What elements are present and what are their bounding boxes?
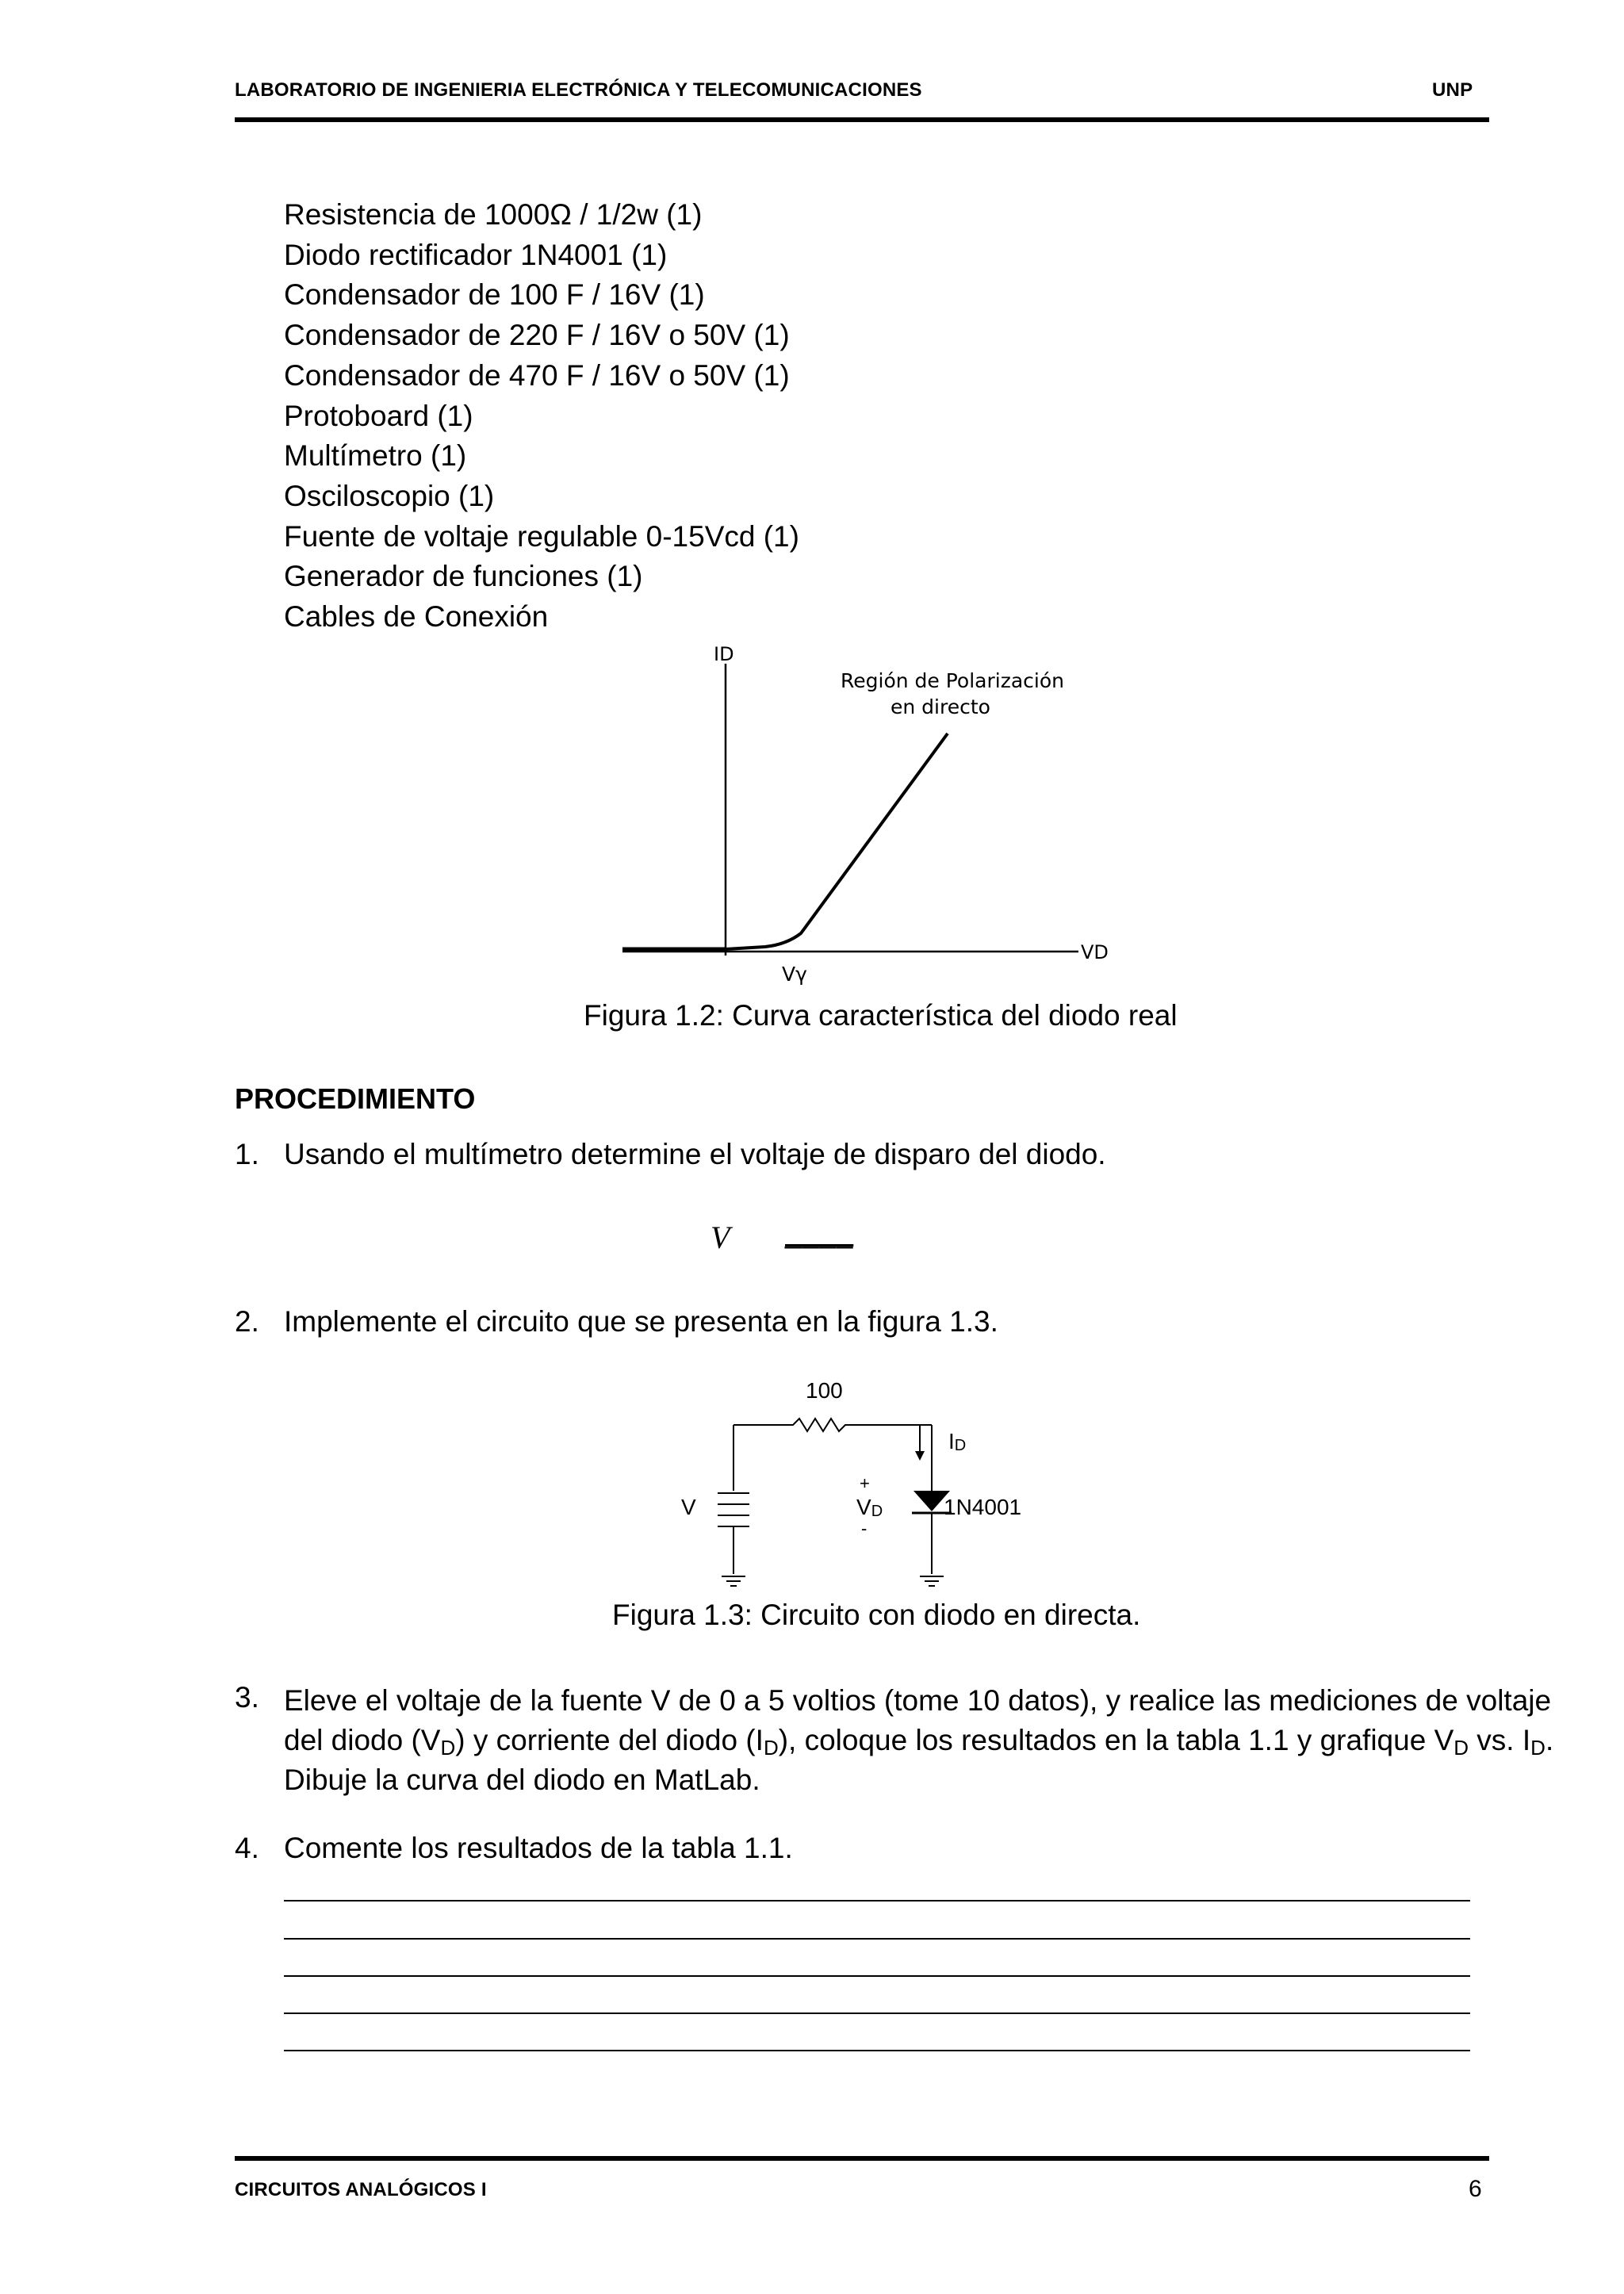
diode-part-label: 1N4001 (944, 1495, 1022, 1519)
material-item: Resistencia de 1000Ω / 1/2w (1) (284, 198, 703, 231)
figure-1-3-caption: Figura 1.3: Circuito con diodo en directa. (612, 1599, 1141, 1631)
step-1-text: Usando el multímetro determine el voltaje de disparo del diodo. (284, 1138, 1106, 1170)
y-axis-label: ID (714, 643, 734, 665)
plus-sign: + (860, 1473, 870, 1493)
diode-voltage-label: VD (856, 1495, 883, 1520)
step-2-text: Implemente el circuito que se presenta en la figura 1.3. (284, 1305, 998, 1338)
answer-line[interactable] (284, 1938, 1470, 1940)
figure-1-2-caption: Figura 1.2: Curva característica del diodo real (584, 999, 1178, 1032)
header-rule (235, 117, 1489, 122)
knee-voltage-label: Vγ (782, 963, 807, 986)
step-3-number: 3. (235, 1681, 259, 1714)
answer-line[interactable] (284, 1975, 1470, 1977)
minus-sign: - (861, 1518, 868, 1538)
material-item: Osciloscopio (1) (284, 479, 495, 512)
material-item: Condensador de 220 F / 16V o 50V (1) (284, 319, 790, 352)
materials-list (284, 195, 799, 638)
page-header-title: LABORATORIO DE INGENIERIA ELECTRÓNICA Y TELECOMUNICACIONES (235, 79, 922, 101)
x-axis-label: VD (1081, 941, 1109, 963)
region-label-line2: en directo (891, 695, 990, 718)
material-item: Multímetro (1) (284, 439, 467, 473)
source-label: V (681, 1495, 696, 1519)
material-item: Diodo rectificador 1N4001 (1) (284, 238, 668, 271)
material-item: Protoboard (1) (284, 399, 473, 432)
blank-line: ____ (785, 1216, 854, 1249)
step-4-text: Comente los resultados de la tabla 1.1. (284, 1832, 793, 1864)
footer-rule (235, 2156, 1489, 2161)
footer-title: CIRCUITOS ANALÓGICOS I (235, 2179, 487, 2200)
answer-line[interactable] (284, 2050, 1470, 2051)
step-2-number: 2. (235, 1305, 259, 1338)
step-4-number: 4. (235, 1832, 259, 1864)
material-item: Fuente de voltaje regulable 0-15Vcd (1) (284, 519, 799, 553)
material-item: Condensador de 100 F / 16V (1) (284, 278, 705, 312)
current-label: ID (948, 1429, 967, 1454)
diode-curve-figure (603, 638, 1158, 995)
step-3-text (284, 1681, 1554, 1800)
trigger-voltage-symbol: V (710, 1220, 730, 1255)
page-header-right: UNP (1432, 79, 1473, 101)
material-item: Condensador de 470 F / 16V o 50V (1) (284, 358, 790, 392)
resistor-wire (733, 1419, 932, 1431)
procedure-heading: PROCEDIMIENTO (235, 1082, 476, 1115)
page-number: 6 (1469, 2176, 1482, 2202)
trigger-voltage-blank (785, 1216, 853, 1250)
step-3-line-1: Eleve el voltaje de la fuente V de 0 a 5 voltios (tome 10 datos), y realice las mediciones de voltaje (284, 1684, 1552, 1717)
material-item: Generador de funciones (1) (284, 560, 643, 593)
answer-line[interactable] (284, 1900, 1470, 1901)
region-label-line1: Región de Polarización (841, 669, 1064, 692)
step-1-number: 1. (235, 1138, 259, 1170)
forward-curve (726, 733, 948, 949)
answer-line[interactable] (284, 2013, 1470, 2014)
step-3-line-2: del diodo $(V_D)$ y corriente del diodo $(I_D)$, coloque los resultados en la tabla 1.1 y grafique $V_D$ vs. $I_D$. (284, 1724, 1554, 1760)
material-item: Cables de Conexión (284, 600, 549, 634)
step-3-line-3: Dibuje la curva del diodo en MatLab. (284, 1764, 760, 1796)
resistor-value-label: 100 (806, 1378, 843, 1403)
diode-circuit-figure (666, 1372, 1063, 1610)
